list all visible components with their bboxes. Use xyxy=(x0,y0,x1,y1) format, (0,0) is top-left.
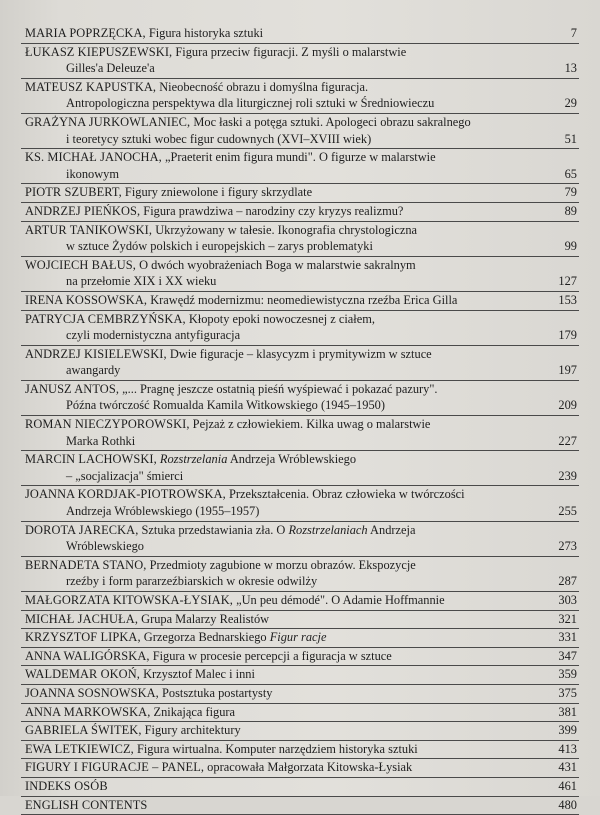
toc-author: ROMAN NIECZYPOROWSKI, xyxy=(25,417,190,432)
toc-entry xyxy=(21,629,579,648)
toc-author: DOROTA JARECKA, xyxy=(25,522,139,537)
toc-title: Figury zniewolone i figury skrzydlate xyxy=(124,185,313,200)
toc-entry xyxy=(21,381,579,416)
toc-entry xyxy=(21,346,579,381)
toc-author: MICHAŁ JACHUŁA, xyxy=(25,611,139,626)
toc-entry xyxy=(21,25,579,44)
toc-title: Grzegorza Bednarskiego xyxy=(143,630,267,645)
toc-page-number: 51 xyxy=(564,131,577,146)
toc-entry xyxy=(21,311,579,346)
toc-page-number: 179 xyxy=(558,328,577,343)
toc-author: ANDRZEJ PIEŃKOS, xyxy=(25,203,141,218)
toc-title: Znikająca figura xyxy=(153,704,236,719)
toc-title-tail: Andrzeja xyxy=(370,522,416,537)
toc-author: ARTUR TANIKOWSKI, xyxy=(25,222,153,237)
toc-title-continuation: Antropologiczna perspektywa dla liturgicznej roli sztuki w Średniowieczu xyxy=(66,96,435,111)
toc-author: WALDEMAR OKOŃ, xyxy=(25,667,140,682)
toc-entry-line xyxy=(25,629,547,646)
toc-title: Dwie figuracje – klasycyzm i prymitywizm w sztuce xyxy=(169,346,432,361)
toc-entry-line xyxy=(25,222,547,239)
toc-author: JANUSZ ANTOS, xyxy=(25,381,120,396)
toc-title-continuation: Marka Rothki xyxy=(66,433,136,448)
toc-entry xyxy=(21,611,579,630)
toc-title-continuation: rzeźby i form pararzeźbiarskich w okresie odwilży xyxy=(66,574,318,589)
toc-entry xyxy=(21,203,579,222)
toc-page-number: 303 xyxy=(558,593,577,607)
toc-entry xyxy=(21,704,579,723)
toc-title: Krzysztof Malec i inni xyxy=(143,667,255,682)
toc-page-number: 413 xyxy=(558,741,577,756)
toc-entry-line xyxy=(25,522,547,539)
toc-entry-line xyxy=(25,149,547,166)
toc-entry-line xyxy=(25,685,547,702)
toc-author: KRZYSZTOF LIPKA, xyxy=(25,630,141,645)
toc-page-number: 29 xyxy=(564,96,577,111)
toc-title: Figura historyka sztuki xyxy=(148,26,264,40)
toc-title-continuation: na przełomie XIX i XX wieku xyxy=(66,274,217,289)
toc-author: JOANNA KORDJAK-PIOTROWSKA, xyxy=(25,487,226,502)
toc-entry-line xyxy=(25,257,547,274)
toc-page-number: 347 xyxy=(558,648,577,663)
toc-entry xyxy=(21,184,579,203)
toc-entry-line xyxy=(25,486,547,503)
toc-title-continuation: Gilles'a Deleuze'a xyxy=(66,61,155,76)
toc-author: MAŁGORZATA KITOWSKA-ŁYSIAK, xyxy=(25,593,233,607)
toc-title-continuation: – „socjalizacja" śmierci xyxy=(66,468,184,483)
toc-page-number: 480 xyxy=(558,797,577,812)
toc-entry-line xyxy=(25,451,547,468)
toc-entry-line xyxy=(25,311,547,328)
toc-entry xyxy=(21,592,579,611)
toc-title: Przedmioty zagubione w morzu obrazów. Ekspozycje xyxy=(149,557,416,572)
toc-entry-line xyxy=(25,292,547,309)
toc-entry xyxy=(21,257,579,292)
toc-author: GABRIELA ŚWITEK, xyxy=(25,723,142,738)
toc-page-number: 7 xyxy=(570,26,577,40)
toc-page-number: 239 xyxy=(558,468,577,483)
toc-author: FIGURY I FIGURACJE – PANEL, xyxy=(25,760,205,775)
toc-author: ANNA MARKOWSKA, xyxy=(25,704,151,719)
toc-title-continuation: Andrzeja Wróblewskiego (1955–1957) xyxy=(66,504,260,519)
toc-title: O dwóch wyobrażeniach Boga w malarstwie sakralnym xyxy=(139,257,416,272)
toc-entry-line xyxy=(25,722,547,739)
toc-author: ŁUKASZ KIEPUSZEWSKI, xyxy=(25,44,173,59)
toc-entry xyxy=(21,292,579,311)
toc-page-number: 375 xyxy=(558,685,577,700)
toc-entry xyxy=(21,114,579,149)
toc-title-continuation: czyli modernistyczna antyfiguracja xyxy=(66,328,241,343)
toc-entry-line xyxy=(25,666,547,683)
toc-entry xyxy=(21,44,579,79)
toc-title: Figura przeciw figuracji. Z myśli o malarstwie xyxy=(175,44,407,59)
toc-page-number: 127 xyxy=(558,274,577,289)
toc-page-number: 89 xyxy=(564,203,577,218)
toc-entry-line xyxy=(25,778,547,795)
toc-entry-line xyxy=(25,611,547,628)
toc-title: Figura prawdziwa – narodziny czy kryzys realizmu? xyxy=(143,203,404,218)
toc-title: Ukrzyżowany w tałesie. Ikonografia chrystologiczna xyxy=(155,222,418,237)
toc-page-number: 331 xyxy=(558,630,577,645)
toc-page-number: 209 xyxy=(558,398,577,413)
toc-entry xyxy=(21,486,579,521)
toc-entry-line xyxy=(25,25,547,42)
toc-page-number: 153 xyxy=(558,292,577,307)
toc-entry xyxy=(21,722,579,741)
toc-page-number: 99 xyxy=(564,239,577,254)
toc-entry-line xyxy=(25,114,547,131)
toc-page-number: 13 xyxy=(564,61,577,76)
toc-entry-line xyxy=(25,79,547,96)
toc-author: JOANNA SOSNOWSKA, xyxy=(25,685,159,700)
toc-page-number: 321 xyxy=(558,611,577,626)
toc-title: Postsztuka postartysty xyxy=(162,685,273,700)
toc-entry-line xyxy=(25,416,547,433)
toc-author: INDEKS OSÓB xyxy=(25,778,108,793)
toc-author: ANDRZEJ KISIELEWSKI, xyxy=(25,346,167,361)
toc-title: Moc łaski a potęga sztuki. Apologeci obrazu sakralnego xyxy=(193,114,471,129)
toc-title: „Praeterit enim figura mundi". O figurze w malarstwie xyxy=(164,150,436,165)
table-of-contents xyxy=(21,25,579,815)
toc-title-continuation: Późna twórczość Romualda Kamila Witkowskiego (1945–1950) xyxy=(66,398,385,413)
toc-title: Pejzaż z człowiekiem. Kilka uwag o malarstwie xyxy=(192,417,431,432)
toc-entry-line xyxy=(25,381,547,398)
toc-entry-line xyxy=(25,592,547,609)
toc-title-italic: Figur racje xyxy=(269,630,327,645)
toc-entry-line xyxy=(25,203,547,220)
toc-title: Figury architektury xyxy=(144,723,241,738)
toc-entry-line xyxy=(25,557,547,574)
toc-entry xyxy=(21,451,579,486)
toc-entry xyxy=(21,79,579,114)
toc-entry xyxy=(21,648,579,667)
toc-page-number: 65 xyxy=(564,166,577,181)
toc-author: ENGLISH CONTENTS xyxy=(25,797,148,812)
toc-entry xyxy=(21,797,579,815)
toc-title: Nieobecność obrazu i domyślna figuracja. xyxy=(159,79,369,94)
toc-entry xyxy=(21,741,579,760)
toc-entry-line xyxy=(25,44,547,61)
toc-title: Andrzeja Wróblewskiego xyxy=(229,452,357,467)
toc-author: BERNADETA STANO, xyxy=(25,557,147,572)
toc-title-continuation: w sztuce Żydów polskich i europejskich – zarys problematyki xyxy=(66,239,373,254)
toc-entry xyxy=(21,557,579,592)
toc-page-number: 399 xyxy=(558,723,577,738)
toc-entry xyxy=(21,685,579,704)
toc-title: Grupa Malarzy Realistów xyxy=(141,611,270,626)
toc-author: IRENA KOSSOWSKA, xyxy=(25,292,148,307)
toc-entry xyxy=(21,522,579,557)
toc-page-number: 287 xyxy=(558,574,577,589)
toc-title: Figura wirtualna. Komputer narzędziem historyka sztuki xyxy=(136,741,418,756)
toc-entry xyxy=(21,149,579,184)
toc-page-number: 431 xyxy=(558,760,577,775)
toc-title-continuation: i teoretycy sztuki wobec figur cudownych (XVI–XVIII wiek) xyxy=(66,131,372,146)
toc-title-continuation: ikonowym xyxy=(66,166,120,181)
toc-author: KS. MICHAŁ JANOCHA, xyxy=(25,150,162,165)
toc-title: Przekształcenia. Obraz człowieka w twórczości xyxy=(228,487,465,502)
toc-author: EWA LETKIEWICZ, xyxy=(25,741,134,756)
toc-entry-line xyxy=(25,346,547,363)
toc-title-italic: Rozstrzelania xyxy=(159,452,228,467)
toc-title-continuation: Wróblewskiego xyxy=(66,539,144,554)
toc-page-number: 197 xyxy=(558,363,577,378)
toc-page-number: 461 xyxy=(558,778,577,793)
toc-entry-line xyxy=(25,741,547,758)
toc-title: opracowała Małgorzata Kitowska-Łysiak xyxy=(207,760,413,775)
toc-title-continuation: awangardy xyxy=(66,363,121,378)
toc-entry xyxy=(21,778,579,797)
toc-author: GRAŻYNA JURKOWLANIEC, xyxy=(25,114,191,129)
toc-page-number: 381 xyxy=(558,704,577,719)
toc-entry-line xyxy=(25,704,547,721)
toc-author: ANNA WALIGÓRSKA, xyxy=(25,648,150,663)
toc-title: „... Pragnę jeszcze ostatnią pieśń wyśpiewać i pokazać pazury". xyxy=(122,381,438,396)
toc-entry xyxy=(21,222,579,257)
toc-entry xyxy=(21,759,579,778)
toc-author: PATRYCJA CEMBRZYŃSKA, xyxy=(25,311,186,326)
toc-title: „Un peu démodé". O Adamie Hoffmannie xyxy=(236,593,445,607)
toc-title: Kłopoty epoki nowoczesnej z ciałem, xyxy=(188,311,375,326)
toc-author: WOJCIECH BAŁUS, xyxy=(25,257,136,272)
toc-entry-line xyxy=(25,648,547,665)
toc-page-number: 359 xyxy=(558,667,577,682)
toc-page-number: 79 xyxy=(564,185,577,200)
toc-entry-line xyxy=(25,759,547,776)
toc-author: MARIA POPRZĘCKA, xyxy=(25,26,146,40)
toc-author: MATEUSZ KAPUSTKA, xyxy=(25,79,157,94)
toc-page-number: 227 xyxy=(558,433,577,448)
toc-title: Figura w procesie percepcji a figuracja w sztuce xyxy=(152,648,392,663)
toc-entry xyxy=(21,666,579,685)
toc-page-number: 273 xyxy=(558,539,577,554)
toc-page-number: 255 xyxy=(558,504,577,519)
toc-title: Sztuka przedstawiania zła. O xyxy=(141,522,286,537)
toc-entry-line xyxy=(25,797,547,814)
toc-title: Krawędź modernizmu: neomediewistyczna rzeźba Erica Gilla xyxy=(150,292,458,307)
toc-title-italic: Rozstrzelaniach xyxy=(288,522,368,537)
toc-entry-line xyxy=(25,184,547,201)
toc-author: PIOTR SZUBERT, xyxy=(25,185,122,200)
toc-entry xyxy=(21,416,579,451)
toc-author: MARCIN LACHOWSKI, xyxy=(25,452,157,467)
